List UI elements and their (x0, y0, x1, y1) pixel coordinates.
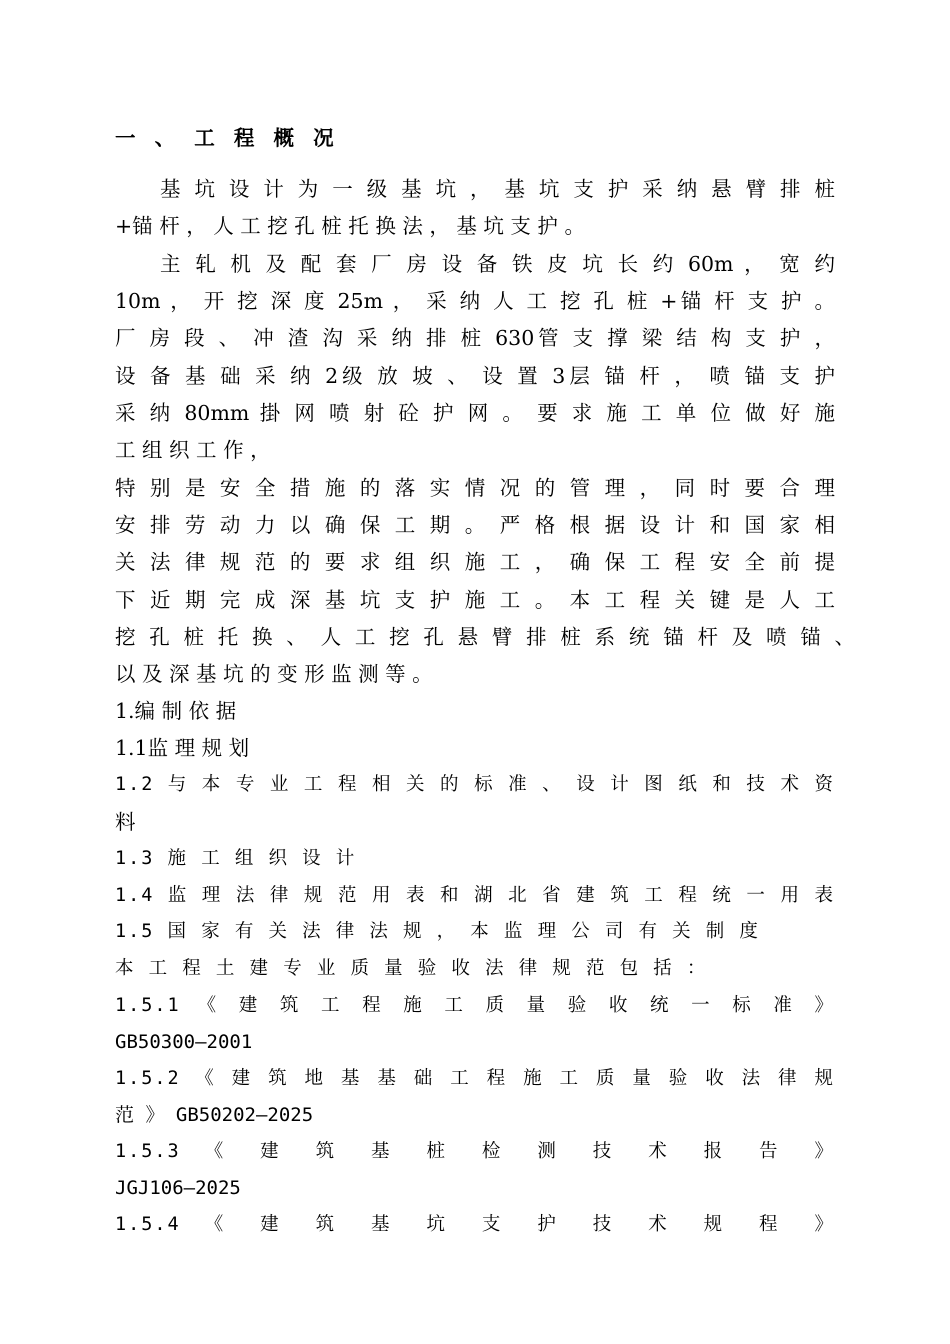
standard-item-continuation: 范 》 GB50202—2025 (115, 1104, 314, 1126)
standard-item: 1.5.2 《 建 筑 地 基 基 础 工 程 施 工 质 量 验 收 法 律 规 (115, 1068, 835, 1089)
standard-code: JGJ106—2025 (115, 1177, 241, 1199)
paragraph-line: 厂 房 段 、 冲 渣 沟 采 纳 排 桩 630管 支 撑 梁 结 构 支 护 ， (115, 326, 835, 350)
paragraph-line: 安 排 劳 动 力 以 确 保 工 期 。 严 格 根 据 设 计 和 国 家 相 (115, 513, 835, 537)
paragraph-line: 设 备 基 础 采 纳 2级 放 坡 、 设 置 3层 锚 杆 ， 喷 锚 支 护 (115, 364, 835, 388)
paragraph-line: 10m ， 开 挖 深 度 25m ， 采 纳 人 工 挖 孔 桩 +锚 杆 支 护 。 (115, 289, 835, 313)
paragraph-line: 工 组 织 工 作 ， (115, 438, 271, 462)
paragraph-line: 以 及 深 基 坑 的 变 形 监 测 等 。 (115, 662, 433, 686)
standard-item: 1.5.1 《 建 筑 工 程 施 工 质 量 验 收 统 一 标 准 》 (115, 995, 835, 1016)
paragraph-line: 特 别 是 安 全 措 施 的 落 实 情 况 的 管 理 ， 同 时 要 合 理 (115, 476, 835, 500)
paragraph-line: 下 近 期 完 成 深 基 坑 支 护 施 工 。 本 工 程 关 键 是 人 工 (115, 588, 835, 612)
list-item: 本 工 程 土 建 专 业 质 量 验 收 法 律 规 范 包 括 ： (115, 958, 708, 979)
paragraph-line: 基 坑 设 计 为 一 级 基 坑 ， 基 坑 支 护 采 纳 悬 臂 排 桩 (160, 177, 835, 201)
list-item: 1.5 国 家 有 关 法 律 法 规 ， 本 监 理 公 司 有 关 制 度 (115, 921, 760, 942)
standard-code: GB50300—2001 (115, 1031, 253, 1053)
paragraph-line: 采 纳 80mm 掛 网 喷 射 砼 护 网 。 要 求 施 工 单 位 做 好 施 (115, 401, 835, 425)
subheading-basis: 1.编 制 依 据 (115, 699, 237, 723)
section-heading: 一 、 工 程 概 况 (115, 126, 340, 150)
list-item: 1.4 监 理 法 律 规 范 用 表 和 湖 北 省 建 筑 工 程 统 一 用 表 (115, 885, 835, 906)
standard-item: 1.5.4 《 建 筑 基 坑 支 护 技 术 规 程 》 (115, 1214, 835, 1235)
list-item-continuation: 料 (115, 810, 136, 834)
paragraph-line: 主 轧 机 及 配 套 厂 房 设 备 铁 皮 坑 长 约 60m ， 宽 约 (160, 252, 835, 276)
list-item: 1.1监 理 规 划 (115, 736, 250, 760)
paragraph-line: +锚 杆 ， 人 工 挖 孔 桩 托 换 法 ， 基 坑 支 护 。 (115, 214, 585, 238)
list-item: 1.2 与 本 专 业 工 程 相 关 的 标 准 、 设 计 图 纸 和 技 术 资 (115, 774, 835, 795)
paragraph-line: 关 法 律 规 范 的 要 求 组 织 施 工 ， 确 保 工 程 安 全 前 提 (115, 550, 835, 574)
standard-item: 1.5.3 《 建 筑 基 桩 检 测 技 术 报 告 》 (115, 1141, 835, 1162)
list-item: 1.3 施 工 组 织 设 计 (115, 848, 357, 869)
paragraph-line: 挖 孔 桩 托 换 、 人 工 挖 孔 悬 臂 排 桩 系 统 锚 杆 及 喷 锚 、 (115, 625, 855, 649)
